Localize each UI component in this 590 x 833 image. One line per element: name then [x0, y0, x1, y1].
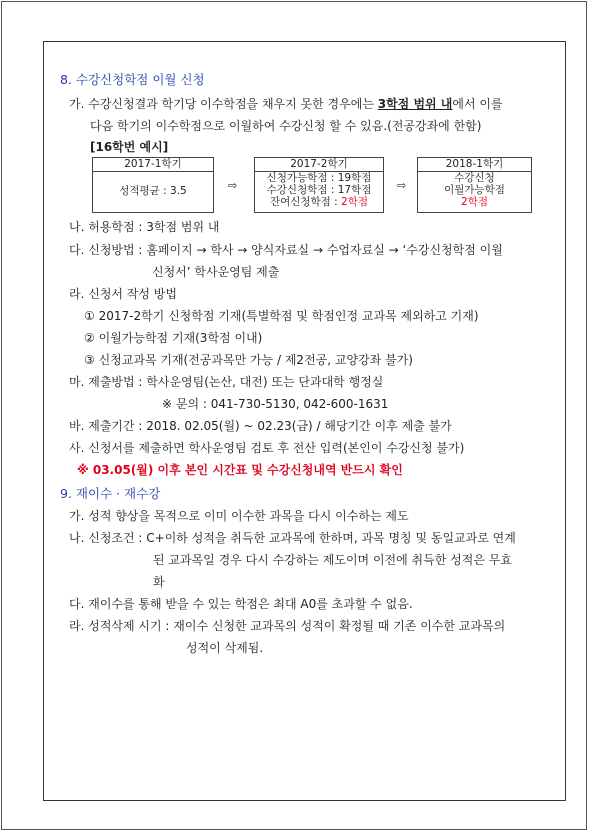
remaining-label: 잔여신청학점 : — [269, 196, 342, 208]
section-8-item-na: 나. 허용학점 : 3학점 범위 내 — [69, 220, 220, 234]
ra-list-item: ① 2017-2학기 신청학점 기재(특별학점 및 학점인정 교과목 제외하고 기재) — [84, 309, 479, 323]
section-9-item-ga: 가. 성적 향상을 목적으로 이미 이수한 과목을 다시 이수하는 제도 — [69, 509, 409, 523]
box-line: 이월가능학점 — [444, 184, 505, 196]
section-8-item-ra: 라. 신청서 작성 방법 — [69, 287, 177, 301]
ga-text-emphasis: 3학점 범위 내 — [377, 97, 453, 111]
ra-list-item: ③ 신청교과목 기재(전공과목만 가능 / 제2전공, 교양강좌 불가) — [84, 353, 413, 367]
section-9-item-na-cont: 된 교과목일 경우 다시 수강하는 제도이며 이전에 취득한 성적은 무효 — [153, 553, 512, 567]
example-title: [16학번 예시] — [90, 140, 169, 154]
section-8-item-sa: 사. 신청서를 제출하면 학사운영팀 검토 후 전산 입력(본인이 수강신청 불가) — [69, 441, 465, 455]
section-9-item-ra-cont: 성적이 삭제됨. — [186, 641, 264, 655]
section-9-item-ra: 라. 성적삭제 시기 : 재이수 신청한 교과목의 성적이 확정될 때 기존 이수한 교과목의 — [69, 619, 506, 633]
example-box-2018-1 — [417, 157, 532, 213]
right-arrow-icon: ⇨ — [397, 179, 407, 192]
ra-list-item: ② 이월가능학점 기재(3학점 이내) — [84, 331, 263, 345]
box-head: 2017-1학기 — [93, 158, 213, 172]
box-line: 수강신청 — [454, 172, 495, 184]
remaining-value: 2학점 — [341, 196, 369, 208]
section-8-item-da-cont: 신청서’ 학사운영팀 제출 — [152, 265, 280, 279]
section-8-item-ma: 마. 제출방법 : 학사운영팀(논산, 대전) 또는 단과대학 행정실 — [69, 375, 384, 389]
box-line-red: 2학점 — [461, 196, 488, 208]
right-arrow-icon: ⇨ — [228, 179, 238, 192]
section-9-title: 9. 재이수 · 재수강 — [60, 486, 161, 501]
section-8-title: 8. 수강신청학점 이월 신청 — [60, 72, 205, 87]
contact-note: ※ 문의 : 041-730-5130, 042-600-1631 — [162, 397, 389, 411]
ga-text-c: 에서 이를 — [452, 97, 503, 111]
section-8-item-ga — [69, 96, 503, 112]
box-head: 2018-1학기 — [418, 158, 531, 172]
box-line-remaining — [255, 196, 383, 208]
box-line: 성적평균 : 3.5 — [119, 185, 187, 197]
ga-text-a: 가. 수강신청결과 학기당 이수학점을 채우지 못한 경우에는 — [69, 97, 378, 111]
warning-note: ※ 03.05(월) 이후 본인 시간표 및 수강신청내역 반드시 확인 — [77, 463, 403, 477]
example-box-2017-2 — [254, 157, 384, 213]
example-box-2017-1 — [92, 157, 214, 213]
box-head: 2017-2학기 — [255, 158, 383, 172]
section-8-item-ba: 바. 제출기간 : 2018. 02.05(월) ~ 02.23(금) / 해당기간 이후 제출 불가 — [69, 419, 452, 433]
section-8-item-ga-cont: 다음 학기의 이수학점으로 이월하여 수강신청 할 수 있음.(전공강좌에 한함) — [90, 119, 482, 133]
box-line: 수강신청학점 : 17학점 — [266, 184, 372, 196]
section-9-item-na: 나. 신청조건 : C+이하 성적을 취득한 교과목에 한하며, 과목 명칭 및 동일교과로 연계 — [69, 531, 516, 545]
section-8-item-da: 다. 신청방법 : 홈페이지 → 학사 → 양식자료실 → 수업자료실 → ‘수강신청학점 이월 — [69, 243, 503, 257]
box-line: 신청가능학점 : 19학점 — [266, 172, 372, 184]
section-9-item-da: 다. 재이수를 통해 받을 수 있는 학점은 최대 A0를 초과할 수 없음. — [69, 597, 413, 611]
section-9-item-na-cont2: 화 — [153, 575, 165, 589]
